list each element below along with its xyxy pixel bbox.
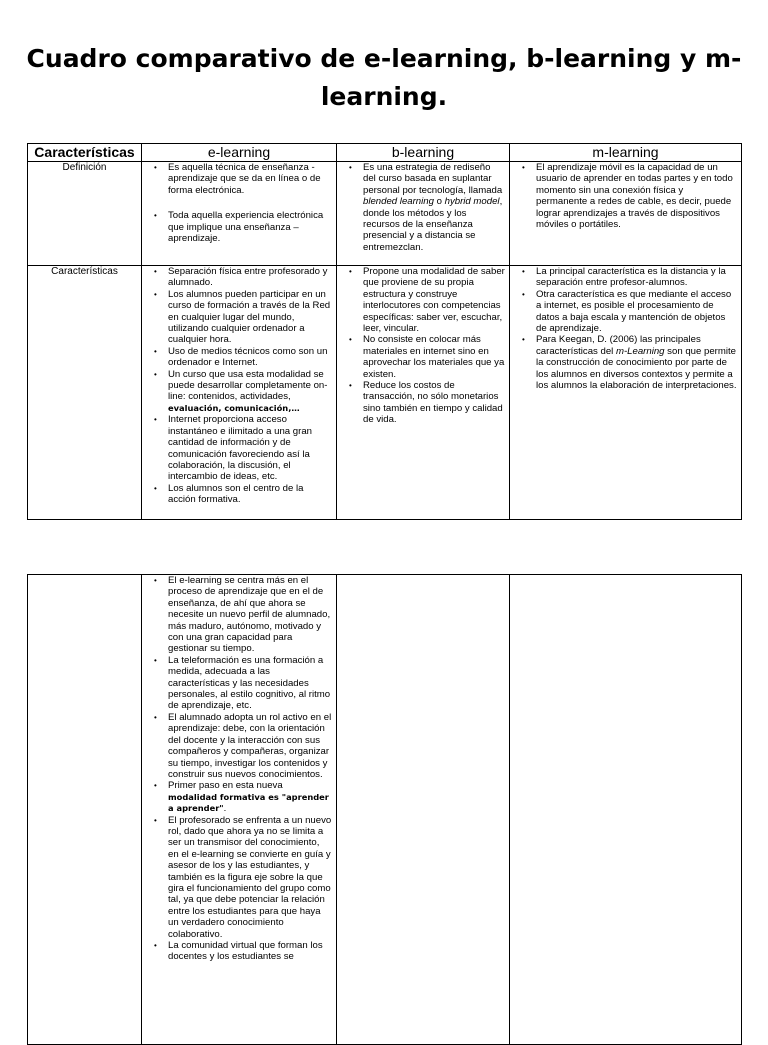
list-item: • Internet proporciona acceso instantáneo e ilimitado a una gran cantidad de información y de comunicación favoreciendo así la colaboración, la discusión, el intercambio de ideas, etc.: [142, 414, 332, 482]
row-label-definicion: Definición: [28, 162, 142, 266]
header-m-learning: m-learning: [510, 144, 742, 162]
comparison-table: [27, 143, 742, 520]
list-item: • Reduce los costos de transacción, no sólo monetarios sino también en tiempo y calidad de vida.: [337, 380, 505, 426]
header-b-learning: b-learning: [337, 144, 510, 162]
list-item: • El profesorado se enfrenta a un nuevo rol, dado que ahora ya no se limita a ser un transmisor del conocimiento, en el e-learning se convierte en guía y asesor de los y las estudiantes, y también es la figura eje sobre la que gira el funcionamiento del grupo como tal, ya que debe potenciar la relación entre los estudiantes para que haya un verdadero conocimiento colaborativo.: [142, 815, 332, 940]
list-item: • Primer paso en esta nueva modalidad formativa es "aprender a aprender".: [142, 780, 332, 814]
cell-caracteristicas-e-learning: [142, 266, 337, 520]
comparison-table-continued: [27, 574, 742, 1045]
cell-definicion-e-learning: [142, 162, 337, 266]
list-item: • El aprendizaje móvil es la capacidad de un usuario de aprender en todas partes y en todo momento sin una conexión física y permanente a redes de cable, es decir, puede lograr aprendizajes a través de dispositivos móviles o portátiles.: [510, 162, 737, 230]
header-caracteristicas: Características: [28, 144, 142, 162]
table-row-continued: [28, 575, 742, 1045]
cell-continued-e-learning: [142, 575, 337, 1045]
list-item: • Toda aquella experiencia electrónica que implique una enseñanza – aprendizaje.: [142, 210, 332, 244]
list-item: • La comunidad virtual que forman los docentes y los estudiantes se: [142, 940, 332, 963]
list-item: • Separación física entre profesorado y alumnado.: [142, 266, 332, 289]
cell-continued-b-learning: [337, 575, 510, 1045]
cell-continued-m-learning: [510, 575, 742, 1045]
cell-definicion-b-learning: [337, 162, 510, 266]
list-item: • Es una estrategia de rediseño del curso basada en suplantar personal por tecnología, llamada blended learning o hybrid model, donde los métodos y los recursos de la enseñanza presencial y a distancia se entremezclan.: [337, 162, 505, 253]
list-item: • Otra característica es que mediante el acceso a internet, es posible el procesamiento de datos a baja escala y mantención de objetos de aprendizaje.: [510, 289, 737, 335]
cell-definicion-m-learning: [510, 162, 742, 266]
list-item: • El e-learning se centra más en el proceso de aprendizaje que en el de enseñanza, de ahí que ahora se necesite un nuevo perfil de alumnado, más maduro, autónomo, motivado y con una gran capacidad para gestionar su tiempo.: [142, 575, 332, 655]
list-item: • Propone una modalidad de saber que proviene de su propia estructura y construye interlocutores con competencias específicas: saber ver, escuchar, leer, vincular.: [337, 266, 505, 334]
header-e-learning: e-learning: [142, 144, 337, 162]
cell-caracteristicas-m-learning: [510, 266, 742, 520]
list-item: • Uso de medios técnicos como son un ordenador e Internet.: [142, 346, 332, 369]
list-item: • Los alumnos pueden participar en un curso de formación a través de la Red en cualquier lugar del mundo, utilizando cualquier ordenador a cualquier hora.: [142, 289, 332, 346]
row-label-caracteristicas: Características: [28, 266, 142, 520]
cell-caracteristicas-b-learning: [337, 266, 510, 520]
list-item: • Los alumnos son el centro de la acción formativa.: [142, 483, 332, 506]
list-item: • Un curso que usa esta modalidad se puede desarrollar completamente on-line: contenidos, actividades, evaluación, comunicación,…: [142, 369, 332, 415]
list-item: • No consiste en colocar más materiales en internet sino en aprovechar los materiales que ya existen.: [337, 334, 505, 380]
page-title: Cuadro comparativo de e-learning, b-learning y m-learning.: [26, 44, 742, 111]
cell-continued-label: [28, 575, 142, 1045]
list-item: • El alumnado adopta un rol activo en el aprendizaje: debe, con la orientación del docente y la interacción con sus compañeros y compañeras, organizar su tiempo, investigar los contenidos y construir sus nuevos conocimientos.: [142, 712, 332, 780]
list-item: • La teleformación es una formación a medida, adecuada a las características y las necesidades personales, al estilo cognitivo, al ritmo de aprendizaje, etc.: [142, 655, 332, 712]
table-row-definicion: [28, 162, 742, 266]
table-row-caracteristicas: [28, 266, 742, 520]
list-item: • La principal característica es la distancia y la separación entre profesor-alumnos.: [510, 266, 737, 289]
list-item: • Es aquella técnica de enseñanza - aprendizaje que se da en línea o de forma electrónica.: [142, 162, 332, 196]
list-item: • Para Keegan, D. (2006) las principales características del m-Learning son que permite la construcción de conocimiento por parte de los alumnos en diversos contextos y permite a los alumnos la elaboración de interpretaciones.: [510, 334, 737, 391]
header-row: [28, 144, 742, 162]
